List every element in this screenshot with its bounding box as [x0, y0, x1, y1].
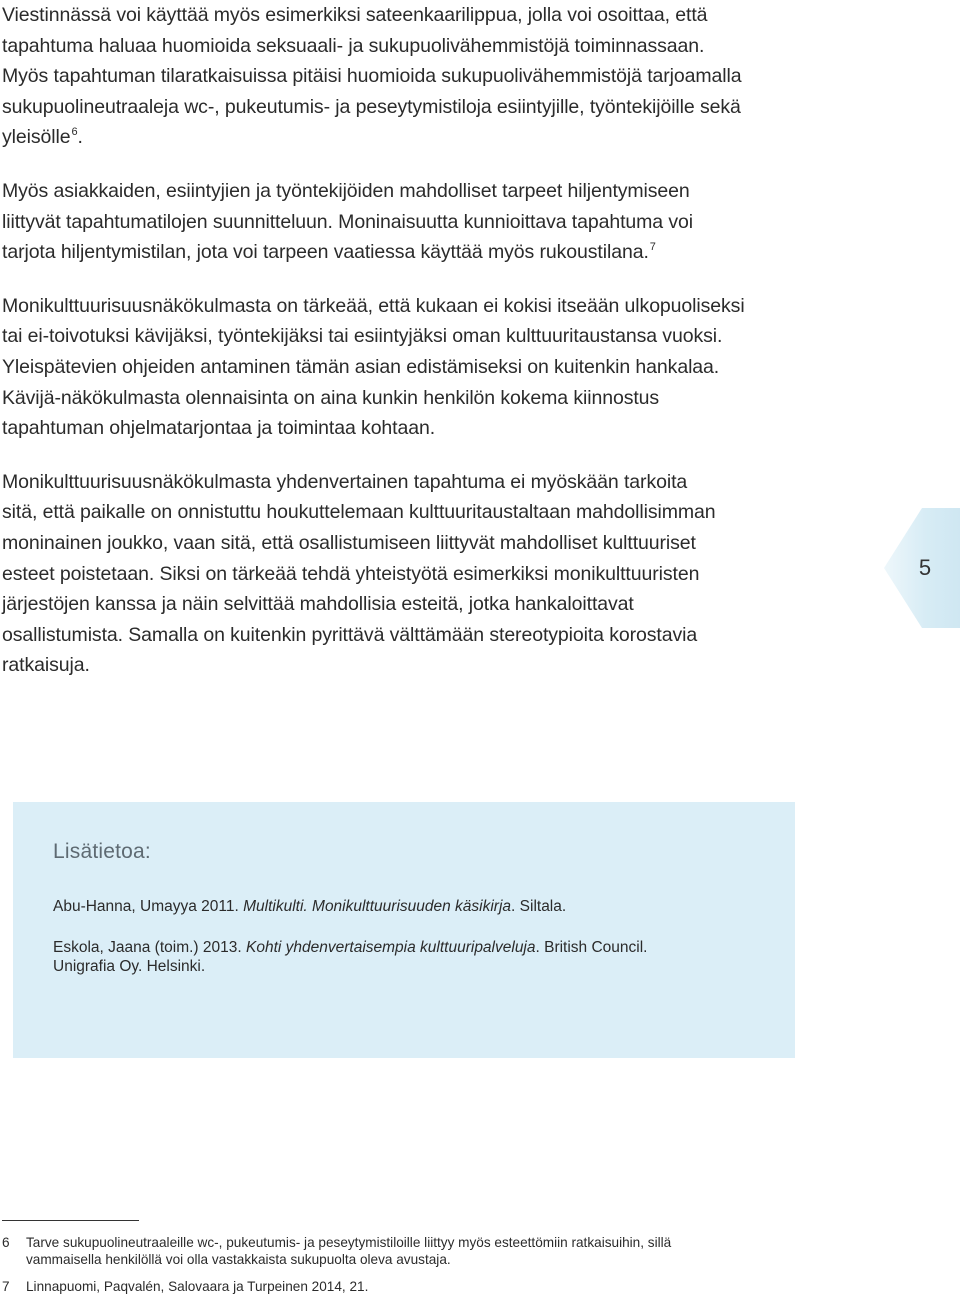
footnote-item: [2, 1278, 822, 1295]
reference-author: Eskola, Jaana (toim.) 2013.: [53, 939, 246, 956]
text-line: Monikulttuurisuusnäkökulmasta on tärkeää, että kukaan ei kokisi itseään ulkopuoliseksi: [2, 294, 745, 317]
text-fragment: yleisölle: [2, 126, 71, 149]
paragraph: [2, 176, 822, 268]
reference-title: Kohti yhdenvertaisempia kulttuuripalveluja: [246, 939, 536, 956]
reference-line: Unigrafia Oy. Helsinki.: [53, 958, 206, 975]
footnote-text: [26, 1234, 671, 1268]
text-line: liittyvät tapahtumatilojen suunnitteluun. Moninaisuutta kunnioittava tapahtuma voi: [2, 210, 693, 233]
text-line: Yleispätevien ohjeiden antaminen tämän asian edistämiseksi on kuitenkin hankalaa.: [2, 355, 720, 378]
footnote-number: 7: [2, 1279, 10, 1294]
footnote-number: 6: [2, 1235, 10, 1250]
reference-item: [53, 897, 755, 916]
text-line: Kävijä-näkökulmasta olennaisinta on aina kunkin henkilön kokema kiinnostus: [2, 386, 660, 409]
footnote-reference: 7: [649, 241, 656, 254]
info-box-title: Lisätietoa:: [53, 840, 151, 863]
footnote-item: [2, 1234, 822, 1268]
paragraph: [2, 467, 822, 681]
text-line: Myös asiakkaiden, esiintyjien ja työntekijöiden mahdolliset tarpeet hiljentymiseen: [2, 179, 690, 202]
text-line: [2, 122, 822, 153]
text-line: moninainen joukko, vaan sitä, että osallistumiseen liittyvät mahdolliset kulttuuriset: [2, 531, 696, 554]
text-line: Viestinnässä voi käyttää myös esimerkiksi sateenkaarilippua, jolla voi osoittaa, että: [2, 4, 708, 26]
reference-publisher: . British Council.: [535, 939, 648, 956]
footnote-line: Tarve sukupuolineutraaleille wc-, pukeutumis- ja peseytymistiloille liittyy myös esteettömiin ratkaisuihin, sillä: [26, 1235, 672, 1250]
text-line: ratkaisuja.: [2, 654, 90, 677]
text-line: esteet poistetaan. Siksi on tärkeää tehdä yhteistyötä esimerkiksi monikulttuuristen: [2, 562, 700, 585]
footnote-divider: [2, 1220, 139, 1221]
text-fragment: tarjota hiljentymistilan, jota voi tarpeen vaatiessa käyttää myös rukoustilana.: [2, 241, 649, 264]
reference-line: [53, 938, 755, 957]
footnote-text: [26, 1278, 368, 1295]
text-line: Monikulttuurisuusnäkökulmasta yhdenvertainen tapahtuma ei myöskään tarkoita: [2, 470, 688, 493]
text-line: järjestöjen kanssa ja näin selvittää mahdollisia esteitä, jotka hankaloittavat: [2, 593, 634, 616]
text-line: Myös tapahtuman tilaratkaisuissa pitäisi huomioida sukupuolivähemmistöjä tarjoamalla: [2, 65, 742, 88]
further-info-box: [13, 802, 795, 1058]
text-line: tapahtuma haluaa huomioida seksuaali- ja sukupuolivähemmistöjä toiminnassaan.: [2, 34, 705, 57]
reference-title: Multikulti. Monikulttuurisuuden käsikirja: [243, 898, 512, 915]
body-text: [2, 0, 822, 704]
reference-publisher: . Siltala.: [511, 898, 567, 915]
reference-line: [53, 897, 755, 916]
footnote-line: vammaisella henkilöllä voi olla vastakkaista sukupuolta oleva avustaja.: [26, 1252, 451, 1267]
reference-item: [53, 938, 755, 976]
text-line: [2, 237, 822, 268]
text-line: sitä, että paikalle on onnistuttu houkuttelemaan kulttuuritaustaltaan mahdollisimman: [2, 501, 716, 524]
reference-author: Abu-Hanna, Umayya 2011.: [53, 898, 244, 915]
footnotes: [2, 1234, 822, 1305]
paragraph: [2, 0, 822, 153]
paragraph: [2, 291, 822, 444]
footnote-line: Linnapuomi, Paqvalén, Salovaara ja Turpeinen 2014, 21.: [26, 1279, 369, 1294]
text-line: osallistumista. Samalla on kuitenkin pyrittävä välttämään stereotypioita korostavia: [2, 623, 698, 646]
text-line: tai ei-toivotuksi kävijäksi, työntekijäksi tai esiintyjäksi oman kulttuuritaustansa vuoksi.: [2, 325, 723, 348]
text-line: tapahtuman ohjelmatarjontaa ja toimintaa kohtaan.: [2, 417, 436, 440]
footnote-reference: 6: [71, 126, 78, 139]
page-number: 5: [918, 555, 932, 580]
text-line: sukupuolineutraaleja wc-, pukeutumis- ja peseytymistiloja esiintyjille, työntekijöille sekä: [2, 95, 741, 118]
text-fragment: .: [77, 126, 83, 149]
